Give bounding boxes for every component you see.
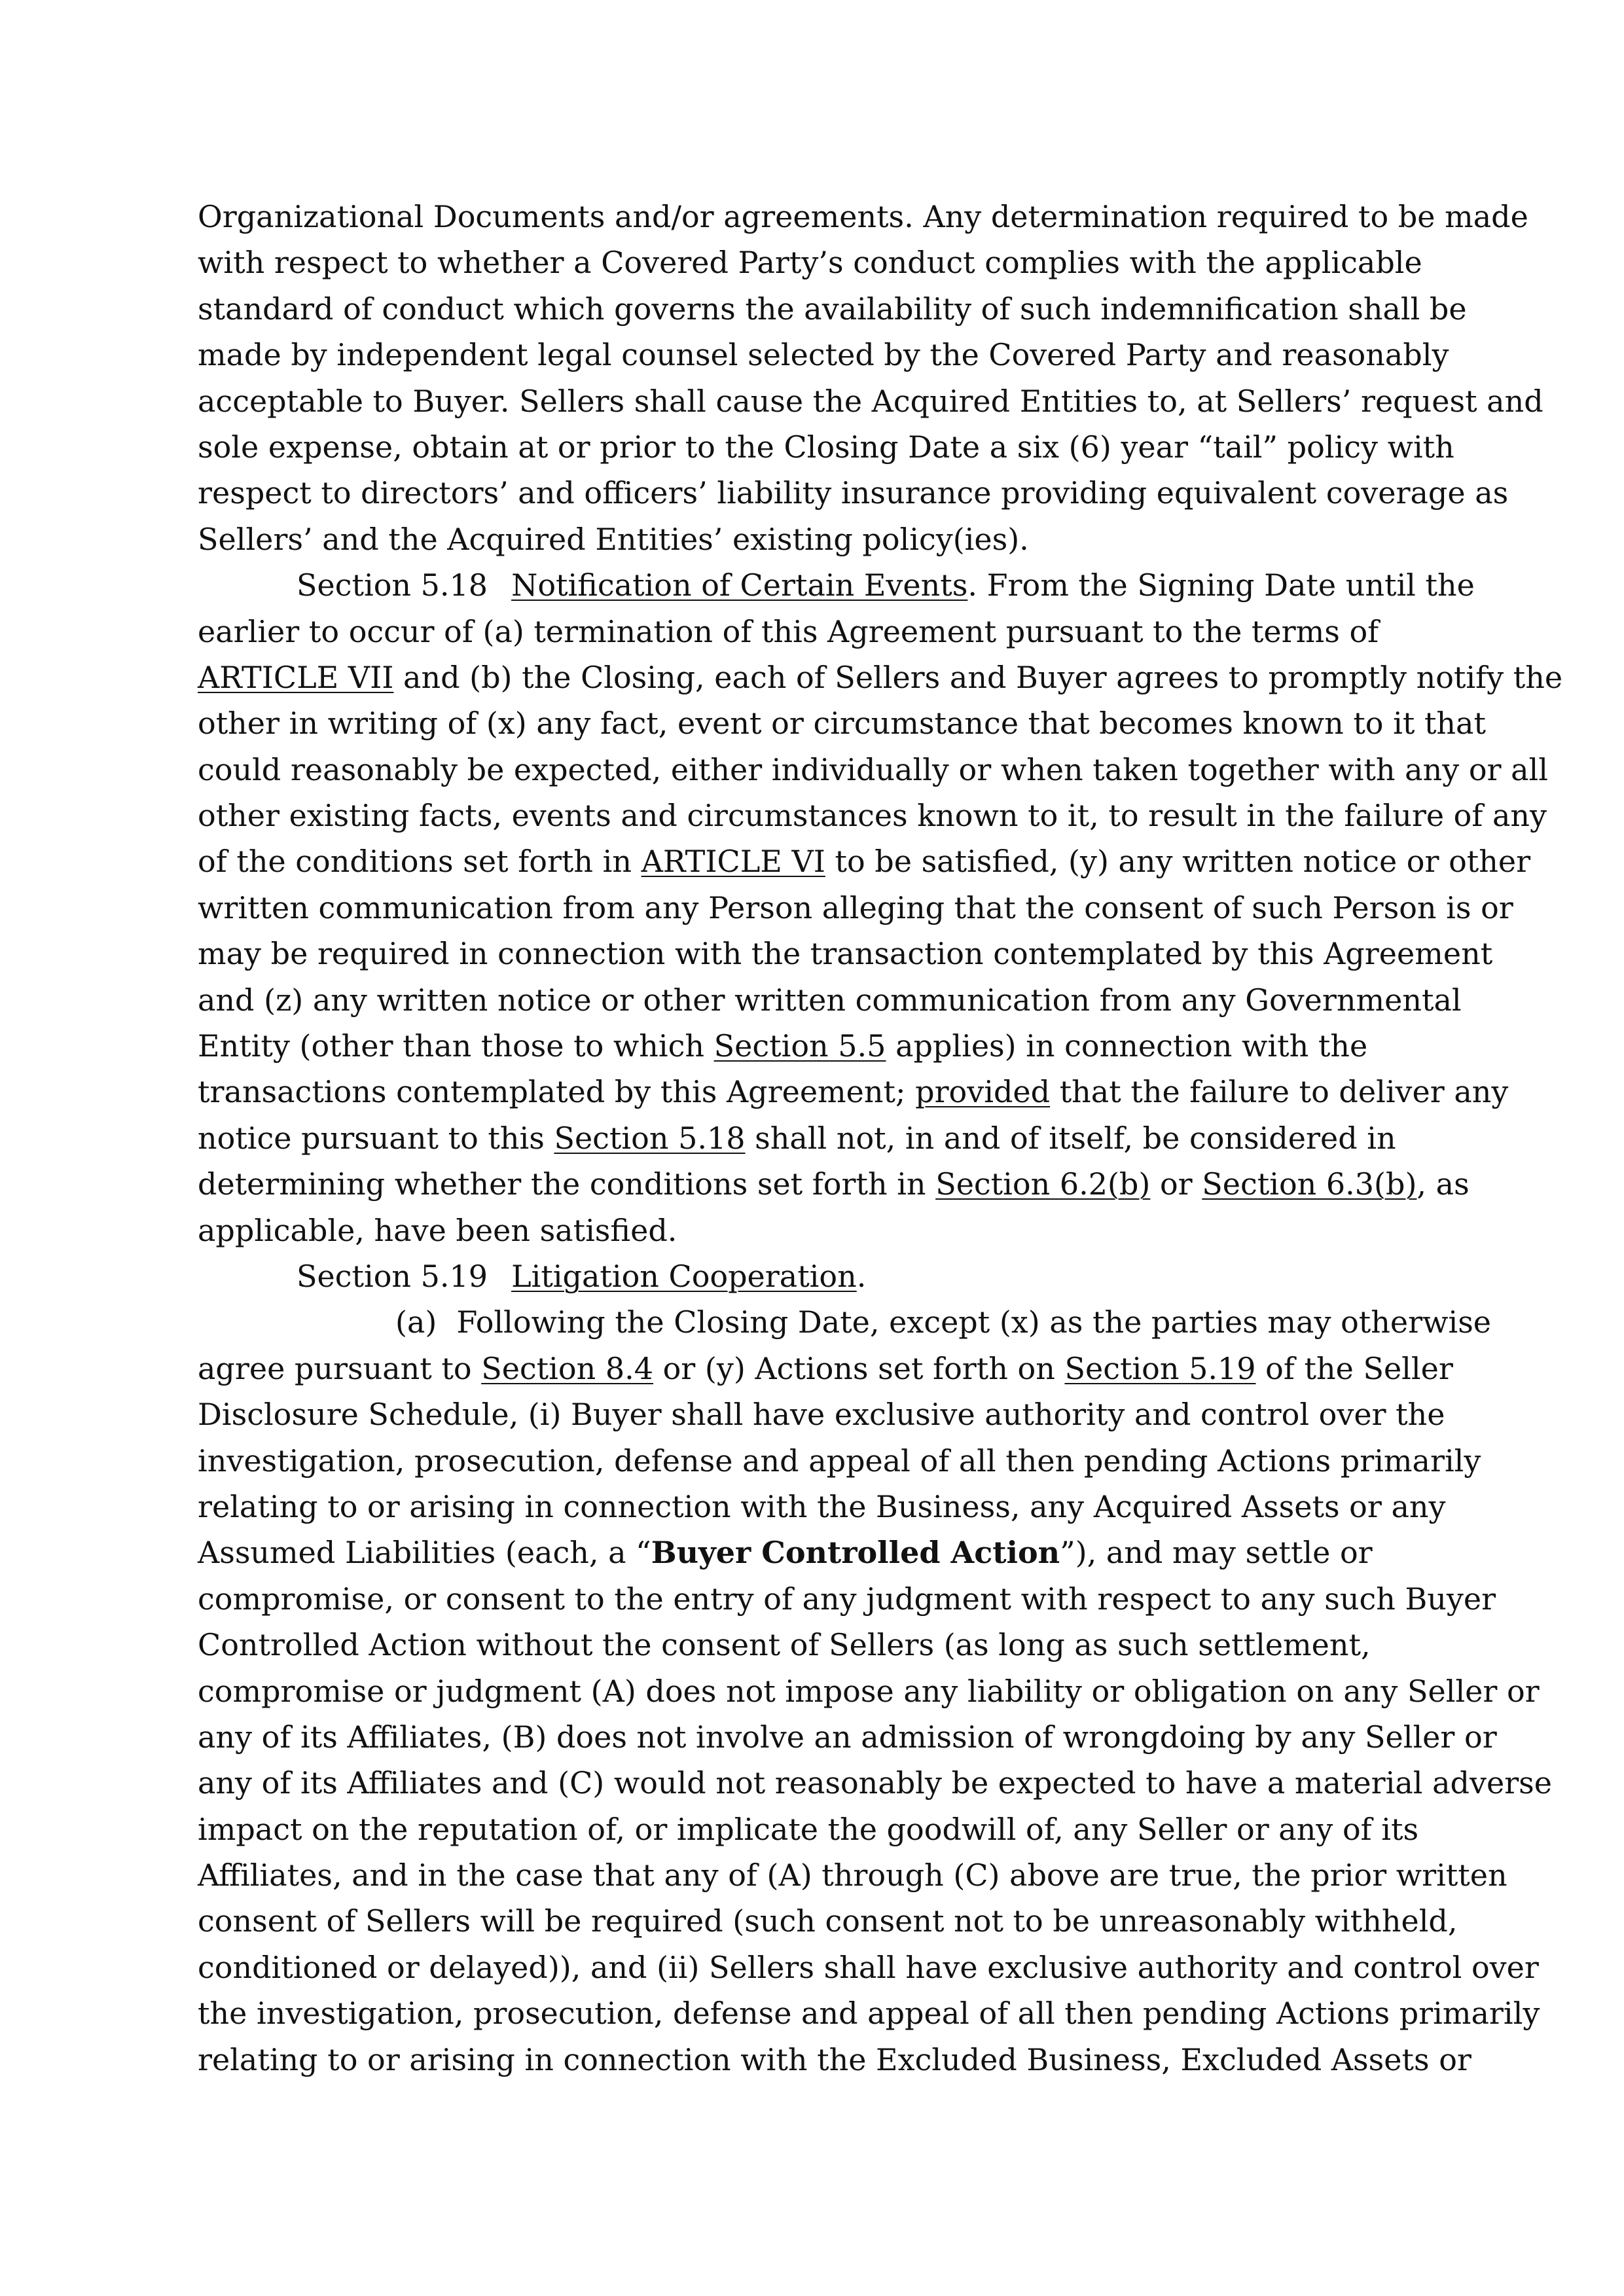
text-line — [198, 838, 1531, 884]
text-line: earlier to occur of (a) termination of this Agreement pursuant to the terms of — [198, 613, 1379, 649]
text-line: Organizational Documents and/or agreements. Any determination required to be made — [198, 199, 1528, 234]
document-body — [198, 194, 1563, 2083]
text-span: determining whether the conditions set forth in — [198, 1166, 936, 1202]
text-span: . — [856, 1258, 867, 1294]
section-number: Section 5.18 — [297, 567, 488, 603]
text-line: any of its Affiliates, (B) does not involve an admission of wrongdoing by any Seller or — [198, 1719, 1497, 1755]
text-line — [198, 655, 1563, 700]
text-line: impact on the reputation of, or implicate the goodwill of, any Seller or any of its — [198, 1811, 1419, 1847]
text-span: . From the Signing Date until the — [967, 567, 1475, 603]
cross-reference-link[interactable]: ARTICLE VII — [198, 659, 394, 695]
text-line: other existing facts, events and circumstances known to it, to result in the failure of any — [198, 798, 1547, 834]
text-line: and (z) any written notice or other written communication from any Governmental — [198, 982, 1462, 1018]
text-line: acceptable to Buyer. Sellers shall cause the Acquired Entities to, at Sellers’ request and — [198, 383, 1543, 419]
text-line: any of its Affiliates and (C) would not reasonably be expected to have a material adverse — [198, 1765, 1553, 1801]
section-title: Notification of Certain Events — [511, 567, 968, 603]
text-span: transactions contemplated by this Agreement; — [198, 1074, 916, 1110]
text-span: Following the Closing Date, except (x) as the parties may otherwise — [456, 1304, 1492, 1340]
text-span: shall not, in and of itself, be considered in — [745, 1120, 1396, 1156]
cross-reference-link[interactable]: Section 6.2(b) — [935, 1166, 1151, 1202]
text-line: could reasonably be expected, either individually or when taken together with any or all — [198, 751, 1548, 787]
text-line: Affiliates, and in the case that any of (A) through (C) above are true, the prior written — [198, 1857, 1507, 1893]
text-line: with respect to whether a Covered Party’s conduct complies with the applicable — [198, 245, 1422, 281]
text-line — [198, 1530, 1441, 1575]
text-span: agree pursuant to — [198, 1350, 482, 1386]
emphasis-term: provided — [915, 1074, 1051, 1110]
text-span: or — [1150, 1166, 1202, 1202]
text-span: notice pursuant to this — [198, 1120, 554, 1156]
text-line: relating to or arising in connection with the Business, any Acquired Assets or any — [198, 1488, 1446, 1524]
text-line — [198, 1023, 1441, 1069]
text-line: made by independent legal counsel selected by the Covered Party and reasonably — [198, 337, 1449, 373]
text-line: Controlled Action without the consent of Sellers (as long as such settlement, — [198, 1627, 1371, 1663]
text-span: applies) in connection with the — [886, 1028, 1368, 1064]
text-line: consent of Sellers will be required (such consent not to be unreasonably withheld, — [198, 1903, 1458, 1939]
text-line: the investigation, prosecution, defense and appeal of all then pending Actions primarily — [198, 1996, 1540, 2032]
text-line — [198, 1069, 1509, 1115]
text-line: Disclosure Schedule, (i) Buyer shall have exclusive authority and control over the — [198, 1397, 1445, 1433]
text-line: written communication from any Person alleging that the consent of such Person is or — [198, 889, 1513, 925]
text-span: Assumed Liabilities (each, a “ — [198, 1535, 651, 1571]
section-number: Section 5.19 — [297, 1258, 488, 1294]
section-5-19-heading-line — [198, 1253, 1441, 1299]
text-line: compromise or judgment (A) does not impose any liability or obligation on any Seller or — [198, 1673, 1540, 1709]
section-title: Litigation Cooperation — [511, 1258, 857, 1294]
text-line: respect to directors’ and officers’ liability insurance providing equivalent coverage as — [198, 475, 1509, 511]
cross-reference-link[interactable]: Section 6.3(b) — [1202, 1166, 1417, 1202]
section-5-18-heading-line — [198, 562, 1475, 608]
subsection-a-line — [198, 1299, 1492, 1345]
text-span: to be satisfied, (y) any written notice or other — [825, 844, 1531, 880]
cross-reference-link[interactable]: Section 8.4 — [481, 1350, 653, 1386]
text-line — [198, 1161, 1470, 1207]
text-line: compromise, or consent to the entry of any judgment with respect to any such Buyer — [198, 1581, 1496, 1617]
text-line: standard of conduct which governs the availability of such indemnification shall be — [198, 291, 1467, 327]
text-line: other in writing of (x) any fact, event or circumstance that becomes known to it that — [198, 706, 1486, 742]
subsection-label: (a) — [395, 1304, 437, 1340]
cross-reference-link[interactable]: Section 5.19 — [1064, 1350, 1256, 1386]
text-line: may be required in connection with the transaction contemplated by this Agreement — [198, 936, 1493, 972]
cross-reference-link[interactable]: Section 5.18 — [554, 1120, 746, 1156]
defined-term: Buyer Controlled Action — [651, 1535, 1060, 1571]
text-span: ”), and may settle or — [1060, 1535, 1373, 1571]
text-span: and (b) the Closing, each of Sellers and Buyer agrees to promptly notify the — [393, 659, 1563, 695]
cross-reference-link[interactable]: Section 5.5 — [713, 1028, 886, 1064]
text-line: investigation, prosecution, defense and appeal of all then pending Actions primarily — [198, 1443, 1481, 1479]
text-span: or (y) Actions set forth on — [653, 1350, 1065, 1386]
text-span: Entity (other than those to which — [198, 1028, 714, 1064]
text-line: Sellers’ and the Acquired Entities’ existing policy(ies). — [198, 521, 1029, 557]
text-line: conditioned or delayed)), and (ii) Sellers shall have exclusive authority and control over — [198, 1949, 1539, 1985]
text-span: , as — [1416, 1166, 1470, 1202]
text-line: applicable, have been satisfied. — [198, 1212, 677, 1248]
text-span: that the failure to deliver any — [1050, 1074, 1509, 1110]
text-line: relating to or arising in connection with the Excluded Business, Excluded Assets or — [198, 2041, 1471, 2077]
text-span: of the conditions set forth in — [198, 844, 641, 880]
text-span: of the Seller — [1255, 1350, 1453, 1386]
cross-reference-link[interactable]: ARTICLE VI — [641, 844, 825, 880]
text-line: sole expense, obtain at or prior to the Closing Date a six (6) year “tail” policy with — [198, 429, 1454, 465]
text-line — [198, 1115, 1441, 1161]
text-line — [198, 1346, 1453, 1391]
